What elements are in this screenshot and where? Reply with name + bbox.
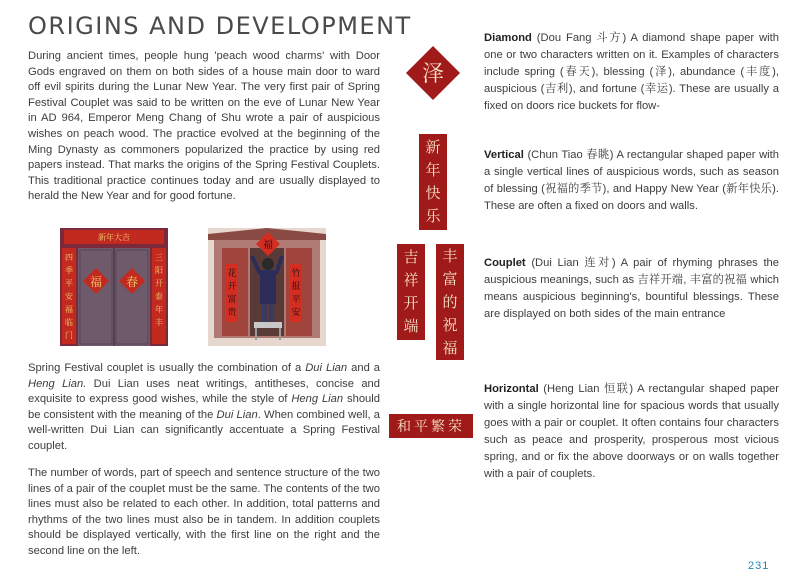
scroll-char: 平 bbox=[291, 295, 301, 305]
scroll-char: 四 bbox=[65, 253, 73, 262]
couplet-char: 快 bbox=[425, 184, 441, 202]
scroll-char: 开 bbox=[155, 279, 163, 288]
couplet-char: 丰 bbox=[442, 246, 458, 265]
scroll-char: 安 bbox=[291, 308, 301, 318]
couplet-char: 端 bbox=[403, 317, 419, 335]
door-illustration bbox=[60, 228, 168, 346]
scroll-char: 富 bbox=[227, 295, 237, 305]
entry-couplet: Couplet (Dui Lian 连对) A pair of rhyming phrases the auspicious meanings, such as 吉祥开端, 丰富的祝福 which means auspicious beginning's, bountiful blessings. These are displayed on both sides of the main entrance bbox=[484, 257, 779, 320]
entry-diamond: Diamond (Dou Fang 斗方) A diamond shape paper with one or two characters written on it. Examples of characters include spring (春天), blessing (泽), abundance (丰度), auspicious (吉利), and fortune (幸运). These are usually a fixed on doors rice buckets for flow- bbox=[484, 32, 779, 112]
paragraph-origins: During ancient times, people hung 'peach wood charms' with Door Gods engraved on them on both sides of a house main door to ward off evil spirits during the Lunar New Year. The very first pair of Spring Festival Couplet was said to be written on the eve of Lunar New Year in AD 964, Emperor Meng Chang of Shu wrote a pair of auspicious wishes on peach wood. The practice evolved at the beginning of the Ming Dynasty as commoners popularized the practice by using red papers instead. That marks the origins of the Spring Festival Couplets. This traditional practice continues today and are usually displayed to herald the New Year and for good fortune. bbox=[28, 50, 380, 203]
couplet-right-sample bbox=[436, 244, 464, 360]
couplet-char: 福 bbox=[442, 338, 458, 357]
scene-fu-char: 福 bbox=[263, 240, 273, 251]
couplet-char: 祝 bbox=[442, 315, 458, 334]
entry-horizontal: Horizontal (Heng Lian 恒联) A rectangular shaped paper with a single horizontal line for spacious words that usually goes with a pair or couplet. It often contains four characters such as peace and prosperity, prosperous most vicious spring, and or fix the above doorways or on walls together with a pair of couplets. bbox=[484, 383, 779, 480]
scroll-char: 竹 bbox=[291, 269, 301, 279]
scroll-char: 泰 bbox=[155, 292, 163, 301]
couplet-char: 开 bbox=[403, 294, 419, 312]
couplet-left-sample bbox=[397, 244, 425, 340]
scroll-char: 丰 bbox=[155, 318, 163, 327]
door-banner-text: 新年大吉 bbox=[98, 233, 130, 242]
scroll-char: 福 bbox=[65, 305, 73, 314]
diamond-char: 泽 bbox=[421, 62, 445, 87]
hanging-couplet-illustration bbox=[208, 228, 326, 346]
horizontal-chars: 和平繁荣 bbox=[397, 419, 465, 435]
vertical-couplet-sample bbox=[419, 134, 447, 230]
couplet-char: 祥 bbox=[403, 271, 419, 289]
door-chun-char: 春 bbox=[125, 275, 139, 289]
couplet-char: 年 bbox=[425, 161, 441, 179]
scroll-char: 季 bbox=[65, 266, 73, 275]
scroll-char: 花 bbox=[227, 269, 237, 279]
couplet-char: 乐 bbox=[425, 207, 441, 225]
couplet-char: 的 bbox=[442, 292, 458, 311]
door-left-scroll bbox=[65, 253, 73, 340]
couplet-char: 富 bbox=[442, 269, 458, 288]
paragraph-combination: Spring Festival couplet is usually the combination of a Dui Lian and a Heng Lian. Dui Lian uses neat writings, antitheses, concise and exquisite to express good wishes, while the style of Heng Lian should be consistent with the meaning of the Dui Lian. When combined well, a well-written Dui Lian can significantly accentuate a Spring Festival couplet. bbox=[28, 362, 381, 452]
page-number: 231 bbox=[748, 560, 770, 572]
couplet-char: 吉 bbox=[403, 248, 419, 266]
scroll-char: 贵 bbox=[227, 308, 237, 318]
page-title: ORIGINS AND DEVELOPMENT bbox=[28, 12, 412, 40]
scroll-char: 年 bbox=[155, 305, 163, 314]
scroll-char: 平 bbox=[65, 279, 73, 288]
scroll-char: 阳 bbox=[155, 266, 163, 275]
scroll-char: 报 bbox=[291, 282, 301, 292]
scroll-char: 三 bbox=[155, 253, 163, 262]
diamond-couplet-sample bbox=[405, 45, 461, 101]
horizontal-couplet-sample bbox=[389, 414, 473, 438]
scroll-char: 门 bbox=[65, 331, 73, 340]
scroll-char: 开 bbox=[227, 282, 237, 292]
entry-vertical: Vertical (Chun Tiao 春眺) A rectangular shaped paper with a single vertical lines of auspicious words, such as season of blessing (祝福的季节), and Happy New Year (新年快乐). These are often a fixed on doors and walls. bbox=[484, 149, 779, 212]
couplet-char: 新 bbox=[425, 138, 441, 156]
scroll-char: 临 bbox=[65, 318, 73, 327]
scroll-char: 安 bbox=[65, 292, 73, 301]
door-fu-char: 福 bbox=[89, 275, 103, 289]
paragraph-structure: The number of words, part of speech and sentence structure of the two lines of a pair of the couplet must be the same. The contents of the two lines must also be related to each other. In addition, total patterns and rhythms of the two lines must also be in tandem. In addition couplets should be displayed vertically, with the first line on the right and the second line on the left. bbox=[28, 467, 380, 557]
